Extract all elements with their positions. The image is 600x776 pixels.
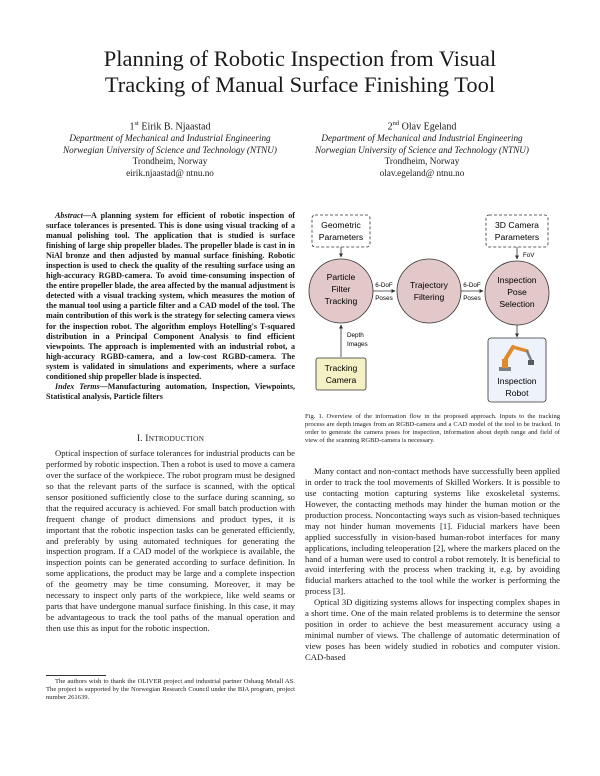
- author-2-city: Trondheim, Norway: [384, 156, 460, 167]
- author-1-ordinal-suffix: st: [134, 120, 139, 127]
- particle-filter-line2: Filter: [331, 284, 351, 294]
- dof-label-2b: Poses: [463, 295, 481, 302]
- index-terms-text: —Manufacturing automation, Inspection, Viewpoints, Statistical analysis, Particle filters: [46, 381, 295, 401]
- inspection-robot-box: [488, 338, 546, 402]
- geometric-params-line2: Parameters: [318, 232, 364, 242]
- camera-params-line2: Parameters: [494, 232, 540, 242]
- inspection-pose-node: [485, 261, 549, 325]
- author-1-name: Eirik B. Njaastad: [141, 121, 211, 133]
- footnote: The authors wish to thank the OLIVER project and industrial partner Oshaug Metall AS. The project is supported by the Norwegian Research Council under the BIA program, project number 261639.: [46, 678, 295, 702]
- particle-filter-line3: Tracking: [324, 296, 358, 306]
- figure-caption: Fig. 1. Overview of the information flow in the proposed approach. Inputs to the tracking process are depth images from an RGBD-camera and a CAD model of the tool to be tracked. In order to generate the camera poses for inspection, information about depth range and field of view of the scanning RGBD-camera is necessary.: [305, 413, 560, 445]
- intro-column: [46, 448, 295, 634]
- depth-label-2: Images: [347, 341, 368, 348]
- author-2-email: olav.egeland@ ntnu.no: [379, 167, 465, 178]
- camera-parameters-box: [486, 215, 548, 247]
- author-2-name: Olav Egeland: [401, 121, 457, 133]
- geometric-parameters-box: [312, 215, 370, 247]
- dof-label-1b: Poses: [375, 295, 393, 302]
- dof-label-2a: 6-DoF: [463, 282, 481, 289]
- author-2-ordinal: 2: [387, 121, 393, 133]
- trajectory-filter-line2: Filtering: [413, 292, 445, 302]
- author-2-name-line: [292, 118, 552, 133]
- inspection-pose-line1: Inspection: [497, 275, 537, 285]
- index-terms-paragraph: [46, 382, 295, 402]
- trajectory-filter-line1: Trajectory: [410, 280, 448, 290]
- author-2-university: Norwegian University of Science and Technology (NTNU): [314, 144, 529, 155]
- tracking-camera-line1: Tracking: [324, 363, 358, 373]
- right-paragraph-2: Optical 3D digitizing systems allows for inspecting complex shapes in a short time. One of the main related problems is to determine the sensor position in order to achieve the best measurement accuracy using a minimal number of views. The challenge of automatic determination of view poses has been widely studied in robotics and computer vision. CAD-based: [305, 597, 560, 662]
- inspection-robot-line2: Robot: [505, 388, 529, 398]
- right-paragraph-1: Many contact and non-contact methods have successfully been applied in order to track the tool movements of Skilled Workers. It is possible to use contacting motion capturing systems like exoskeletal systems. However, the contacting methods may hinder the human motion or the production process. Noncontacting ways such as vision-based techniques may not hinder human movements [1]. Fiducial markers have been applied successfully in vision-based human-robot interfaces for many applications, including teleoperation [2], where the markers placed on the hand of a human were used to control a robot remotely. It is beneficial to avoid interfering with the process when tracking it, e.g. by avoiding fiducial markers attached to the tool while the worker is performing the process [3].: [305, 466, 560, 597]
- inspection-robot-line1: Inspection: [497, 376, 537, 386]
- author-1-email: eirik.njaastad@ ntnu.no: [126, 167, 214, 178]
- figure-1-diagram: [305, 213, 560, 405]
- intro-paragraph: Optical inspection of surface tolerances for industrial products can be performed by robotic inspection. Then a robot is used to move a camera over the surface of the workpiece. The robot program must be designed so that the relevant parts of the surface is scanned, with the optical sensor positioned sufficiently close to the surface during scanning, so that the required accuracy is achieved. For small batch production with frequent change of product dimensions and product types, it is important that the robotic inspection tasks can be generated efficiently, and preferably by using automated techniques for generating the inspection program. If a CAD model of the workpiece is available, the inspection points can be generated according to surface definition. In some applications, the product may be large and a complete inspection of the geometry may be time consuming. Moreover, it may be necessary to inspect only parts of the workpiece, like weld seams or parts that have undergone manual surface finishing. In this case, it may be advantageous to track the tool paths of the manual operation and then use this as input for the robotic inspection.: [46, 448, 295, 633]
- trajectory-filter-node: [397, 259, 461, 323]
- index-terms-label: Index Terms: [55, 381, 100, 391]
- author-1-city: Trondheim, Norway: [132, 156, 208, 167]
- author-2-department: Department of Mechanical and Industrial Engineering: [321, 132, 523, 143]
- inspection-pose-line2: Pose: [507, 287, 527, 297]
- author-2-ordinal-suffix: nd: [392, 120, 400, 127]
- right-column: [305, 466, 560, 663]
- abstract-text: —A planning system for efficient of robotic inspection of surface tolerances is presented. This is done using visual tracking of a manual polishing tool. The application that is studied is surface finishing of large ship propeller blades. The propeller blade is cast in in NiAl bronze and then adjusted by manual surface finishing. Robotic inspection is used to check the quality of the resulting surface using an high-accuracy RGBD-camera. To avoid time-consuming inspection of the entire propeller blade, the area affected by the manual adjustment is detected with a visual tracking system, which measures the motion of the manual tool using a particle filter and a CAD model of the tool. The main contribution of this work is the strategy for selecting camera views for the inspection robot. The algorithm employs Hotelling's T-squared distribution in a Principal Component Analysis to find efficient viewpoints. The approach is implemented with an industrial robot, a high-accuracy RGBD-camera, and a low-cost RGBD-camera. The system is validated in simulations and experiments, where a surface conditioned ship propeller blade is inspected.: [46, 211, 295, 381]
- author-1-name-line: [40, 118, 300, 133]
- author-1-department: Department of Mechanical and Industrial Engineering: [69, 132, 271, 143]
- tracking-camera-box: [316, 358, 366, 390]
- author-block-1: [40, 118, 300, 179]
- footnote-rule: [46, 675, 106, 676]
- paper-title: [40, 46, 560, 98]
- section-first-letter: I: [145, 434, 149, 444]
- title-line-2: Tracking of Manual Surface Finishing Tool: [104, 72, 496, 97]
- abstract-label: Abstract: [55, 211, 83, 220]
- dof-label-1a: 6-DoF: [375, 282, 393, 289]
- section-heading: [46, 434, 295, 444]
- geometric-params-line1: Geometric: [321, 220, 361, 230]
- abstract-paragraph: [46, 211, 295, 382]
- author-block-2: [292, 118, 552, 179]
- depth-label-1: Depth: [347, 332, 364, 339]
- section-rest: NTRODUCTION: [148, 434, 205, 443]
- camera-params-line1: 3D Camera: [495, 220, 539, 230]
- inspection-pose-line3: Selection: [499, 299, 535, 309]
- tracking-camera-line2: Camera: [325, 375, 357, 385]
- section-numeral: I.: [136, 434, 143, 444]
- particle-filter-node: [309, 259, 373, 323]
- title-line-1: Planning of Robotic Inspection from Visual: [103, 46, 497, 71]
- author-1-ordinal: 1: [129, 121, 135, 133]
- fov-label: FoV: [523, 252, 535, 259]
- abstract: [46, 211, 295, 402]
- author-1-university: Norwegian University of Science and Technology (NTNU): [62, 144, 277, 155]
- particle-filter-line1: Particle: [326, 272, 356, 282]
